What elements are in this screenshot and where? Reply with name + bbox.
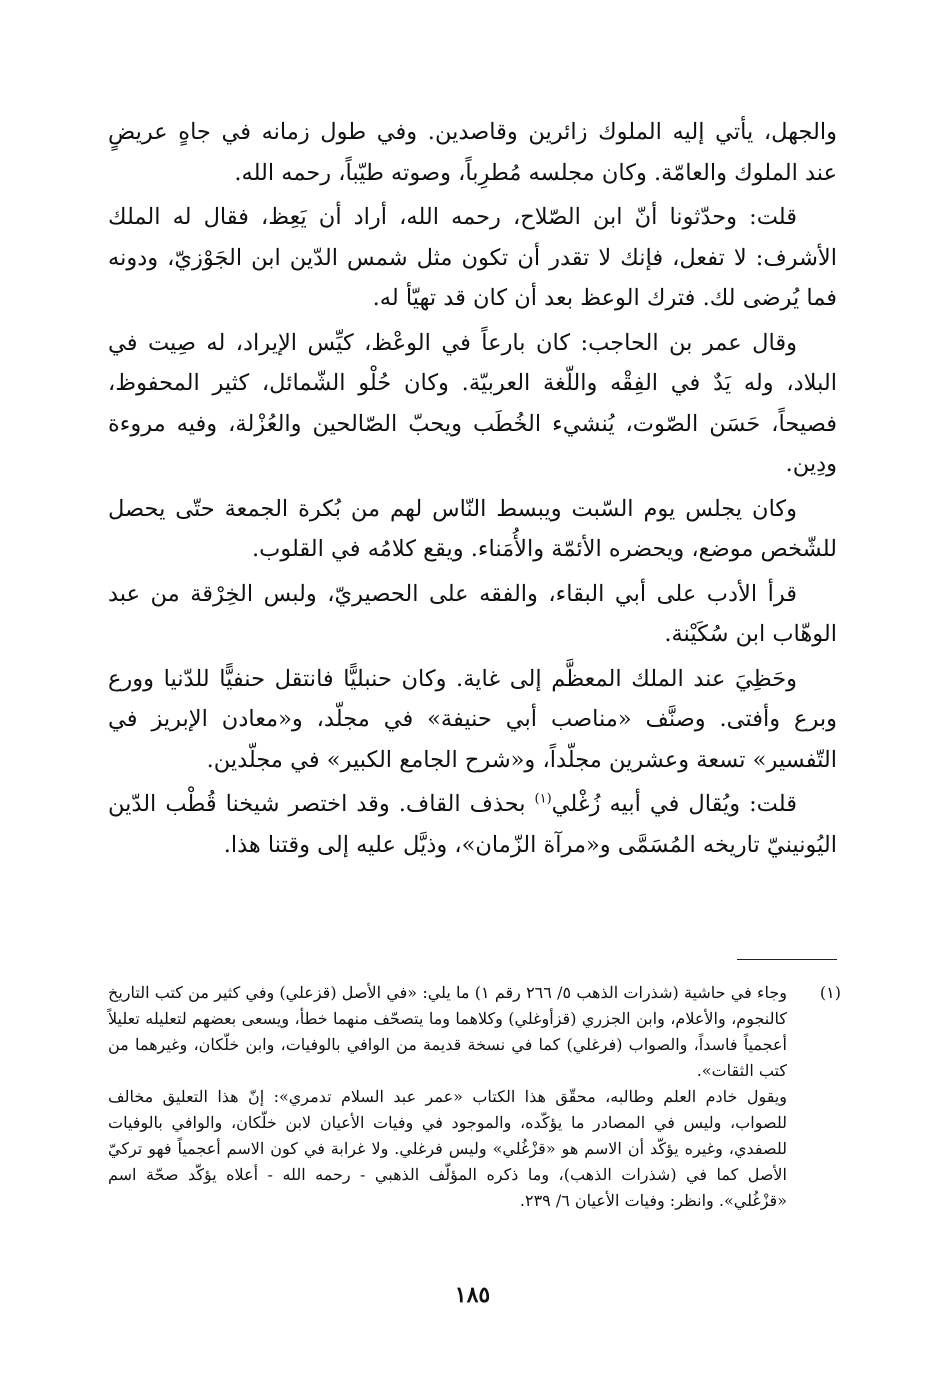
paragraph-3: وقال عمر بن الحاجب: كان بارعاً في الوعْظ، كيِّس الإيراد، له صِيت في البلاد، وله يَدٌ في الفِقْه واللّغة العربيّة. وكان حُلْو الشّمائل، كثير المحفوظ، فصيحاً، حَسَن الصّوت، يُنشيء الخُطَب ويحبّ الصّالحين والعُزْلة، وفيه مروءة ودِين. [108,329,837,477]
footnote-divider [737,959,837,960]
paragraph-2: قلت: وحدّثونا أنّ ابن الصّلاح، رحمه الله، أراد أن يَعِظ، فقال له الملك الأشرف: لا تفعل، فإنك لا تقدر أن تكون مثل شمس الدّين ابن الجَوْزيّ، ودونه فما يُرضى لك. فترك الوعظ بعد أن كان قد تهيّأ له. [108,204,837,311]
paragraph-7-end: بحذف القاف. وقد اختصر شيخنا قُطْب الدّين اليُونينيّ تاريخه المُسَمَّى و«مرآة الزّمان»، وذيَّل عليه إلى وقتنا هذا. [108,791,837,858]
footnote-marker: (١) [819,983,841,1002]
footnote-paragraph-2: ويقول خادم العلم وطالبه، محقّق هذا الكتاب «عمر عبد السلام تدمري»: إنّ هذا التعليق مخالف للصواب، وليس في المصادر ما يؤكّده، والموجود في وفيات الأعيان لابن خلّكان، والوافي بالوفيات للصفدي، وغيره يؤكّد أن الاسم هو «قزْغُلي» وليس فرغلي. ولا غرابة في كون الاسم أعجمياً فهو تركيّ الأصل كما في (شذرات الذهب)، وما ذكره المؤلّف الذهبي - رحمه الله - أعلاه يؤكّد صحّة اسم «قزْغُلي». وانظر: وفيات الأعيان ٦/ ٢٣٩. [108,1087,787,1210]
footnotes [108,980,841,1242]
footnote-reference[interactable]: (١) [534,791,552,807]
footnote-body [108,980,787,1214]
paragraph-6: وحَظِيَ عند الملك المعظَّم إلى غاية. وكان حنبليًّا فانتقل حنفيًّا للدّنيا وورع وبرع وأفتى. وصنَّف «مناصب أبي حنيفة» في مجلّد، و«معادن الإبريز في التّفسير» تسعة وعشرين مجلّداً، و«شرح الجامع الكبير» في مجلّدين. [108,665,837,773]
paragraph-1: والجهل، يأتي إليه الملوك زائرين وقاصدين. وفي طول زمانه في جاهٍ عريضٍ عند الملوك والعامّة. وكان مجلسه مُطرِباً، وصوته طيّباً، رحمه الله. [108,119,837,186]
book-page [108,112,841,1335]
paragraph-7-start: قلت: ويُقال في أبيه زُغْلي [551,791,797,817]
paragraph-5: قرأ الأدب على أبي البقاء، والفقه على الحصيريّ، ولبس الخِرْقة من عبد الوهّاب ابن سُكَيْنة. [108,580,837,647]
page-number: ١٨٥ [454,1282,491,1308]
paragraph-4: وكان يجلس يوم السّبت ويبسط النّاس لهم من بُكرة الجمعة حتّى يحصل للشّخص موضع، ويحضره الأئمّة والأُمَناء. ويقع كلامُه في القلوب. [108,495,837,562]
main-text [108,112,837,904]
paragraph-7 [108,784,837,865]
footnote-paragraph-1: وجاء في حاشية (شذرات الذهب ٥/ ٢٦٦ رقم ١) ما يلي: «في الأصل (قزعلي) وفي كثير من كتب التاريخ كالنجوم، والأعلام، وابن الجزري (قزأوغلي) وكلاهما وما يتصحّف منهما خطأ، ويسعى بعضهم لتعليله تعليلاً أعجمياً فاسداً، والصواب (فرغلي) كما في نسخة قديمة من الوافي بالوفيات، وابن خلّكان، وغيرهما من كتب الثقات». [108,983,788,1080]
